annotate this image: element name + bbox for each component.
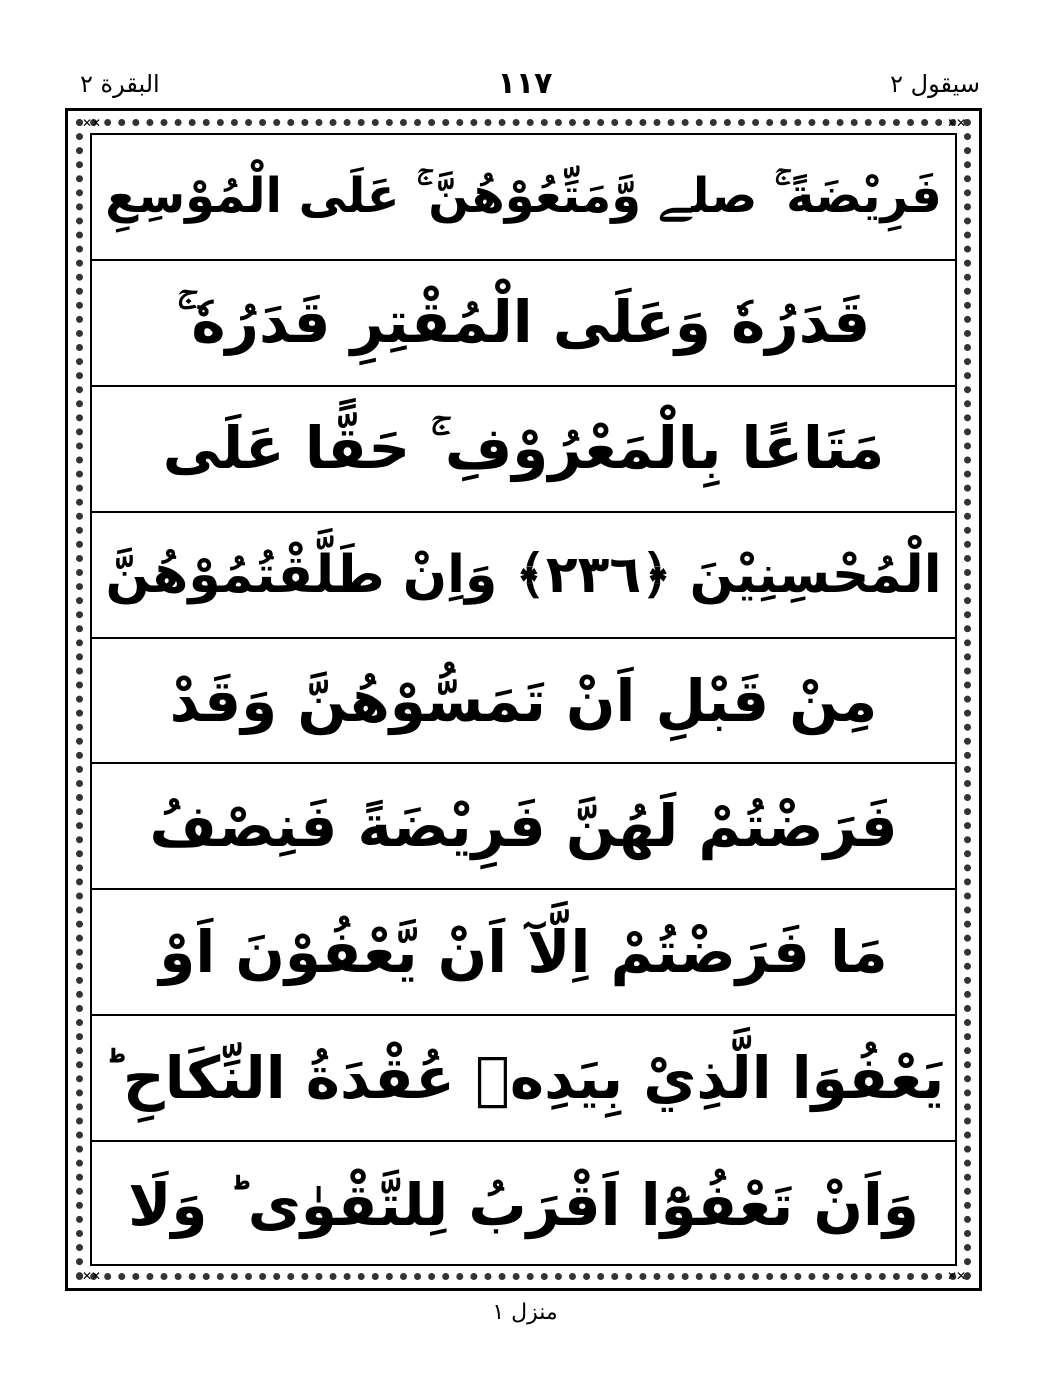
verse-text: الْمُحْسِنِيْنَ ﴿٢٣٦﴾ وَاِنْ طَلَّقْتُمُوْهُنَّ <box>105 544 942 605</box>
verse-line <box>92 1016 955 1142</box>
verse-text: مَتَاعًا بِالْمَعْرُوْفِ ۚ حَقًّا عَلَى <box>162 414 885 483</box>
text-area <box>90 133 957 1266</box>
verse-line <box>92 639 955 765</box>
verse-line <box>92 387 955 513</box>
verse-line <box>92 513 955 639</box>
verse-text: وَاَنْ تَعْفُوْٓا اَقْرَبُ لِلتَّقْوٰى ؕ وَلَا <box>128 1171 919 1240</box>
page-border <box>65 108 982 1291</box>
verse-line <box>92 1142 955 1268</box>
page-number: ١١٧ <box>497 66 553 101</box>
juz-name: سيقول ٢ <box>890 70 980 98</box>
corner-ornament-icon: ✕✕ <box>946 116 966 130</box>
verse-text: فَرَضْتُمْ لَهُنَّ فَرِيْضَةً فَنِصْفُ <box>149 792 898 861</box>
verse-text: يَعْفُوَا الَّذِيْ بِيَدِهٖ عُقْدَةُ النِّكَاحِ ؕ <box>102 1044 945 1113</box>
verse-line <box>92 890 955 1016</box>
verse-line <box>92 135 955 261</box>
verse-text: مِنْ قَبْلِ اَنْ تَمَسُّوْهُنَّ وَقَدْ <box>169 666 878 735</box>
verse-line <box>92 764 955 890</box>
corner-ornament-icon: ✕✕ <box>81 1269 101 1283</box>
verse-text: مَا فَرَضْتُمْ اِلَّآ اَنْ يَّعْفُوْنَ اَوْ <box>159 918 888 987</box>
corner-ornament-icon: ✕✕ <box>81 116 101 130</box>
corner-ornament-icon: ✕✕ <box>946 1269 966 1283</box>
surah-name: البقرة ٢ <box>80 70 160 98</box>
verse-text: قَدَرُهٗ وَعَلَى الْمُقْتِرِ قَدَرُهٗ ۚ <box>176 288 871 357</box>
page-header <box>70 62 980 106</box>
verse-text: فَرِيْضَةً ۚ صلے وَّمَتِّعُوْهُنَّ ۚ عَلَى الْمُوْسِعِ <box>105 168 942 225</box>
verse-line <box>92 261 955 387</box>
manzil-label: منزل ١ <box>492 1300 558 1325</box>
